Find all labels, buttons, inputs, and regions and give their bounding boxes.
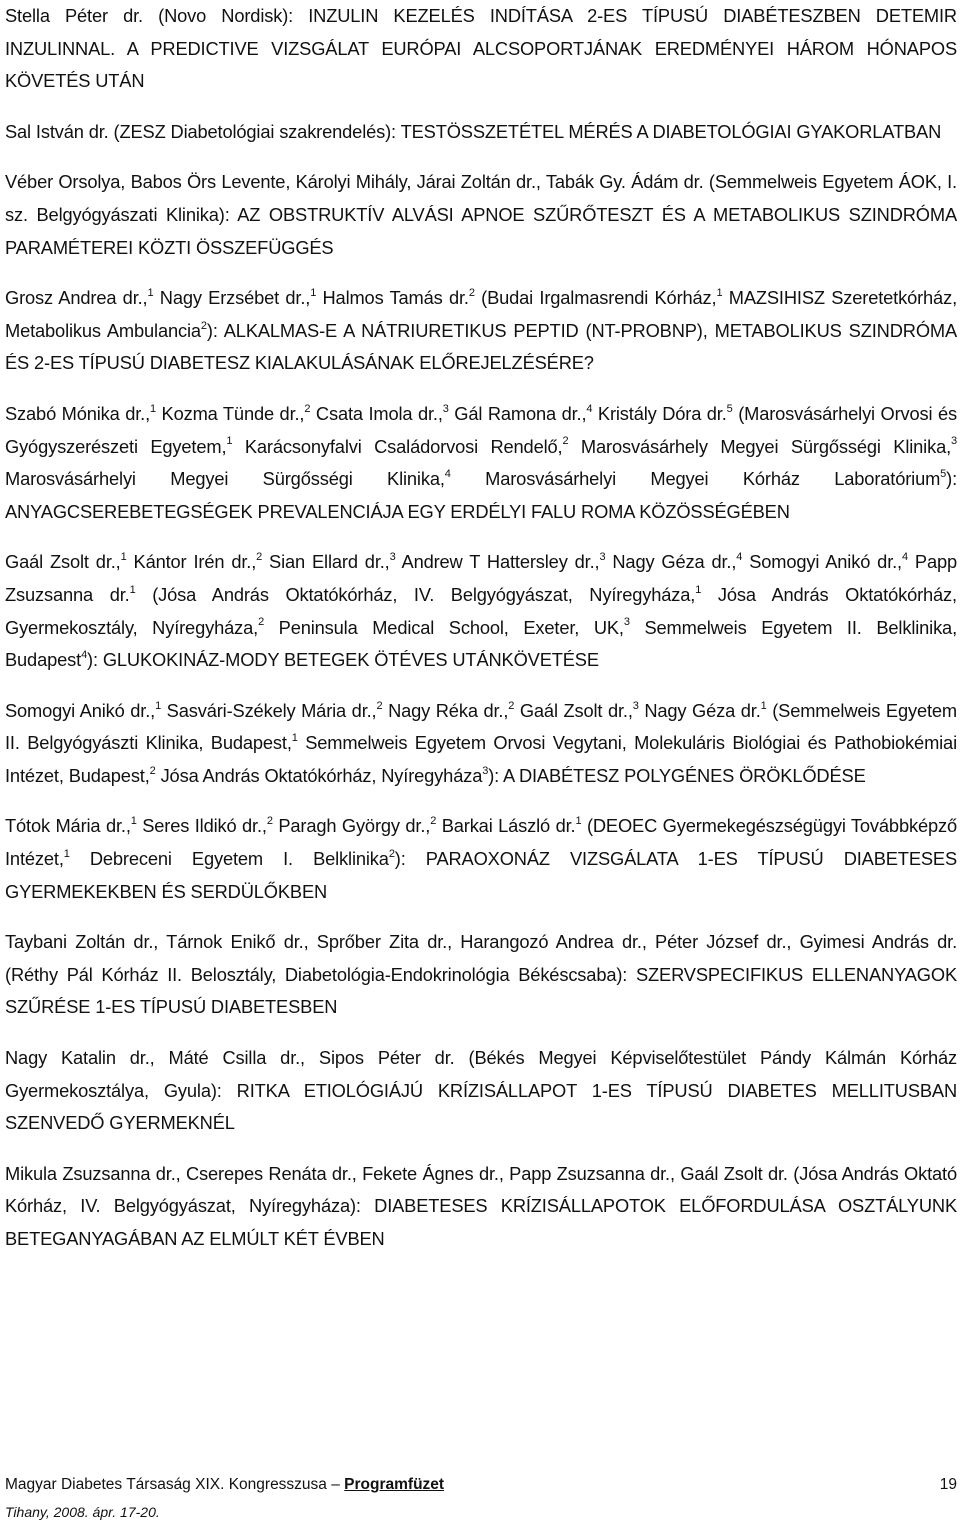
abstract-entry (5, 0, 957, 98)
entry-authors: Véber Orsolya, Babos Örs Levente, Károlyi Mihály, Járai Zoltán dr., Tabák Gy. Ádám dr. (5, 171, 704, 193)
abstract-entry (5, 166, 957, 264)
footnote-marker: 4 (444, 468, 451, 481)
footnote-marker: 4 (736, 551, 743, 564)
footnote-marker: 2 (149, 764, 156, 777)
entry-affiliation: (Réthy Pál Kórház II. Belosztály, Diabetológia-Endokrinológia Békéscsaba): (5, 963, 628, 985)
entry-affiliation: (Jósa András Oktató Kórház, IV. Belgyógyászat, Nyíregyháza): (5, 1162, 957, 1217)
page-number: 19 (939, 1476, 957, 1493)
footnote-marker: 1 (760, 699, 767, 712)
page-footer (5, 1476, 957, 1521)
footnote-marker: 3 (623, 616, 630, 629)
footnote-marker: 5 (940, 468, 947, 481)
footnote-marker: 5 (726, 402, 733, 415)
footnote-marker: 1 (310, 287, 317, 300)
entry-authors: Grosz Andrea dr.,$^1$ Nagy Erzsébet dr.,$^1$ Halmos Tamás dr.$^2$ (5, 287, 475, 309)
footnote-marker: 4 (81, 649, 88, 661)
footnote-marker: 1 (120, 551, 127, 564)
footnote-marker: 1 (575, 815, 582, 828)
footnote-marker: 1 (695, 583, 702, 596)
entry-title: DIABETESES KRÍZISÁLLAPOTOK ELŐFORDULÁSA OSZTÁLYUNK BETEGANYAGÁBAN AZ ELMÚLT KÉT ÉVBEN (5, 1195, 957, 1249)
entry-affiliation: (DEOEC Gyermekegészségügyi Továbbképző Intézet,$^1$ Debreceni Egyetem I. Belklinika$^2$): (5, 815, 957, 870)
entry-authors: Sal István dr. (5, 120, 109, 142)
entry-affiliation: (Semmelweis Egyetem ÁOK, I. sz. Belgyógyászati Klinika): (5, 171, 957, 225)
abstract-entry (5, 1158, 957, 1256)
footnote-marker: 1 (150, 402, 156, 415)
footnote-marker: 1 (63, 847, 70, 860)
entry-affiliation: (Semmelweis Egyetem II. Belgyógyászti Klinika, Budapest,$^1$ Semmelweis Egyetem Orvosi Vegytani, Molekuláris Biológiai és Pathobiokémiai Intézet, Budapest,$^2$ Jósa András Oktatókórház, Nyíregyháza$^3$): (5, 699, 957, 786)
footnote-marker: 2 (376, 699, 383, 712)
abstract-entry (5, 1042, 957, 1140)
footnote-marker: 3 (482, 764, 489, 777)
footnote-marker: 2 (430, 815, 437, 828)
abstract-entry (5, 695, 957, 793)
entry-title: TESTÖSSZETÉTEL MÉRÉS A DIABETOLÓGIAI GYAKORLATBAN (400, 120, 942, 142)
footnote-marker: 2 (508, 699, 515, 712)
footnote-marker: 2 (304, 402, 311, 415)
footnote-marker: 3 (951, 435, 957, 448)
footnote-marker: 2 (200, 319, 207, 332)
abstract-entry (5, 546, 957, 676)
footnote-marker: 2 (562, 435, 569, 448)
footnote-marker: 4 (901, 551, 908, 564)
abstract-entry (5, 398, 957, 528)
footnote-marker: 2 (266, 815, 273, 828)
footnote-marker: 1 (147, 287, 154, 300)
footer-congress: Magyar Diabetes Társaság XIX. Kongresszusa – Programfüzet (5, 1476, 445, 1493)
footer-program-label: Programfüzet (344, 1476, 445, 1493)
entry-title: SZERVSPECIFIKUS ELLENANYAGOK SZŰRÉSE 1-ES TÍPUSÚ DIABETESBEN (5, 963, 957, 1018)
footnote-marker: 2 (258, 616, 265, 629)
entry-authors: Stella Péter dr. (5, 5, 143, 26)
entry-authors: Nagy Katalin dr., Máté Csilla dr., Sipos Péter dr. (5, 1047, 455, 1069)
entry-title: PARAOXONÁZ VIZSGÁLATA 1-ES TÍPUSÚ DIABETESES GYERMEKEKBEN ÉS SERDÜLŐKBEN (5, 848, 957, 902)
footnote-marker: 2 (468, 287, 475, 300)
entry-affiliation: (Novo Nordisk): (158, 5, 294, 26)
entry-title: A DIABÉTESZ POLYGÉNES ÖRÖKLŐDÉSE (502, 764, 866, 786)
footnote-marker: 3 (442, 402, 449, 415)
entry-title: RITKA ETIOLÓGIÁJÚ KRÍZISÁLLAPOT 1-ES TÍPUSÚ DIABETES MELLITUSBAN SZENVEDŐ GYERMEKNÉL (5, 1079, 957, 1134)
footnote-marker: 1 (226, 435, 233, 448)
entry-affiliation: (Marosvásárhelyi Orvosi és Gyógyszerészeti Egyetem,$^1$ Karácsonyfalvi Családorvosi Rendelő,$^2$ Marosvásárhely Megyei Sürgősségi Klinika,$^3$ Marosvásárhelyi Megyei Sürgősségi Klinika,$^4$ Marosvásárhelyi Megyei Kórház Laboratórium$^5$): (5, 402, 958, 490)
abstract-entry (5, 810, 957, 908)
footnote-marker: 1 (130, 815, 137, 828)
entry-authors: Tótok Mária dr.,$^1$ Seres Ildikó dr.,$^2$ Paragh György dr.,$^2$ Barkai László dr.$^1$ (5, 815, 582, 837)
entry-affiliation: (Békés Megyei Képviselőtestület Pándy Kálmán Kórház Gyermekosztálya, Gyula): (5, 1047, 957, 1101)
footnote-marker: 1 (716, 287, 723, 300)
abstract-entry (5, 282, 957, 380)
entry-authors: Somogyi Anikó dr.,$^1$ Sasvári-Székely Mária dr.,$^2$ Nagy Réka dr.,$^2$ Gaál Zsolt dr.,$^3$ Nagy Géza dr.$^1$ (5, 699, 767, 721)
footnote-marker: 3 (632, 699, 639, 712)
footnote-marker: 3 (599, 551, 606, 564)
entry-title: AZ OBSTRUKTÍV ALVÁSI APNOE SZŰRŐTESZT ÉS A METABOLIKUS SZINDRÓMA PARAMÉTEREI KÖZTI ÖSSZEFÜGGÉS (5, 203, 957, 258)
abstract-entry (5, 926, 957, 1024)
entry-title: INZULIN KEZELÉS INDÍTÁSA 2-ES TÍPUSÚ DIABÉTESZBEN DETEMIR INZULINNAL. A PREDICTIVE VIZSGÁLAT EURÓPAI ALCSOPORTJÁNAK EREDMÉNYEI HÁROM HÓNAPOS KÖVETÉS UTÁN (5, 5, 957, 92)
entry-authors: Taybani Zoltán dr., Tárnok Enikő dr., Sprőber Zita dr., Harangozó Andrea dr., Péter József dr., Gyimesi András dr. (5, 931, 957, 953)
entry-title: ALKALMAS-E A NÁTRIURETIKUS PEPTID (NT-PROBNP), METABOLIKUS SZINDRÓMA ÉS 2-ES TÍPUSÚ DIABETESZ KIALAKULÁSÁNAK ELŐREJELZÉSÉRE? (5, 319, 958, 374)
footnote-marker: 3 (389, 551, 396, 564)
entry-title: GLUKOKINÁZ-MODY BETEGEK ÖTÉVES UTÁNKÖVETÉSE (102, 649, 599, 671)
entry-affiliation: (Jósa András Oktatókórház, IV. Belgyógyászat, Nyíregyháza,$^1$ Jósa András Oktatókórház, Gyermekosztály, Nyíregyháza,$^2$ Peninsula Medical School, Exeter, UK,$^3$ Semmelweis Egyetem II. Belklinika, Budapest$^4$): (5, 583, 958, 671)
footer-venue: Tihany, 2008. ápr. 17-20. (5, 1504, 160, 1520)
entry-affiliation: (ZESZ Diabetológiai szakrendelés): (113, 120, 396, 142)
footnote-marker: 1 (129, 583, 136, 596)
entry-authors: Mikula Zsuzsanna dr., Cserepes Renáta dr., Fekete Ágnes dr., Papp Zsuzsanna dr., Gaál Zsolt dr. (5, 1162, 788, 1184)
footnote-marker: 4 (586, 402, 593, 415)
footnote-marker: 2 (388, 847, 395, 860)
entry-affiliation: (Budai Irgalmasrendi Kórház,$^1$ MAZSIHISZ Szeretetkórház, Metabolikus Ambulancia$^2$): (5, 287, 957, 341)
footnote-marker: 1 (291, 732, 298, 745)
abstract-entry (5, 116, 957, 149)
entry-authors: Szabó Mónika dr.,$^1$ Kozma Tünde dr.,$^2$ Csata Imola dr.,$^3$ Gál Ramona dr.,$^4$ Kristály Dóra dr.$^5$ (5, 402, 733, 424)
entry-authors: Gaál Zsolt dr.,$^1$ Kántor Irén dr.,$^2$ Sian Ellard dr.,$^3$ Andrew T Hattersley dr.,$^3$ Nagy Géza dr.,$^4$ Somogyi Anikó dr.,$^4$ Papp Zsuzsanna dr.$^1$ (5, 551, 958, 605)
entry-title: ANYAGCSEREBETEGSÉGEK PREVALENCIÁJA EGY ERDÉLYI FALU ROMA KÖZÖSSÉGÉBEN (5, 500, 790, 522)
footnote-marker: 2 (256, 551, 263, 564)
abstract-list (5, 0, 957, 1256)
footnote-marker: 1 (155, 699, 162, 712)
